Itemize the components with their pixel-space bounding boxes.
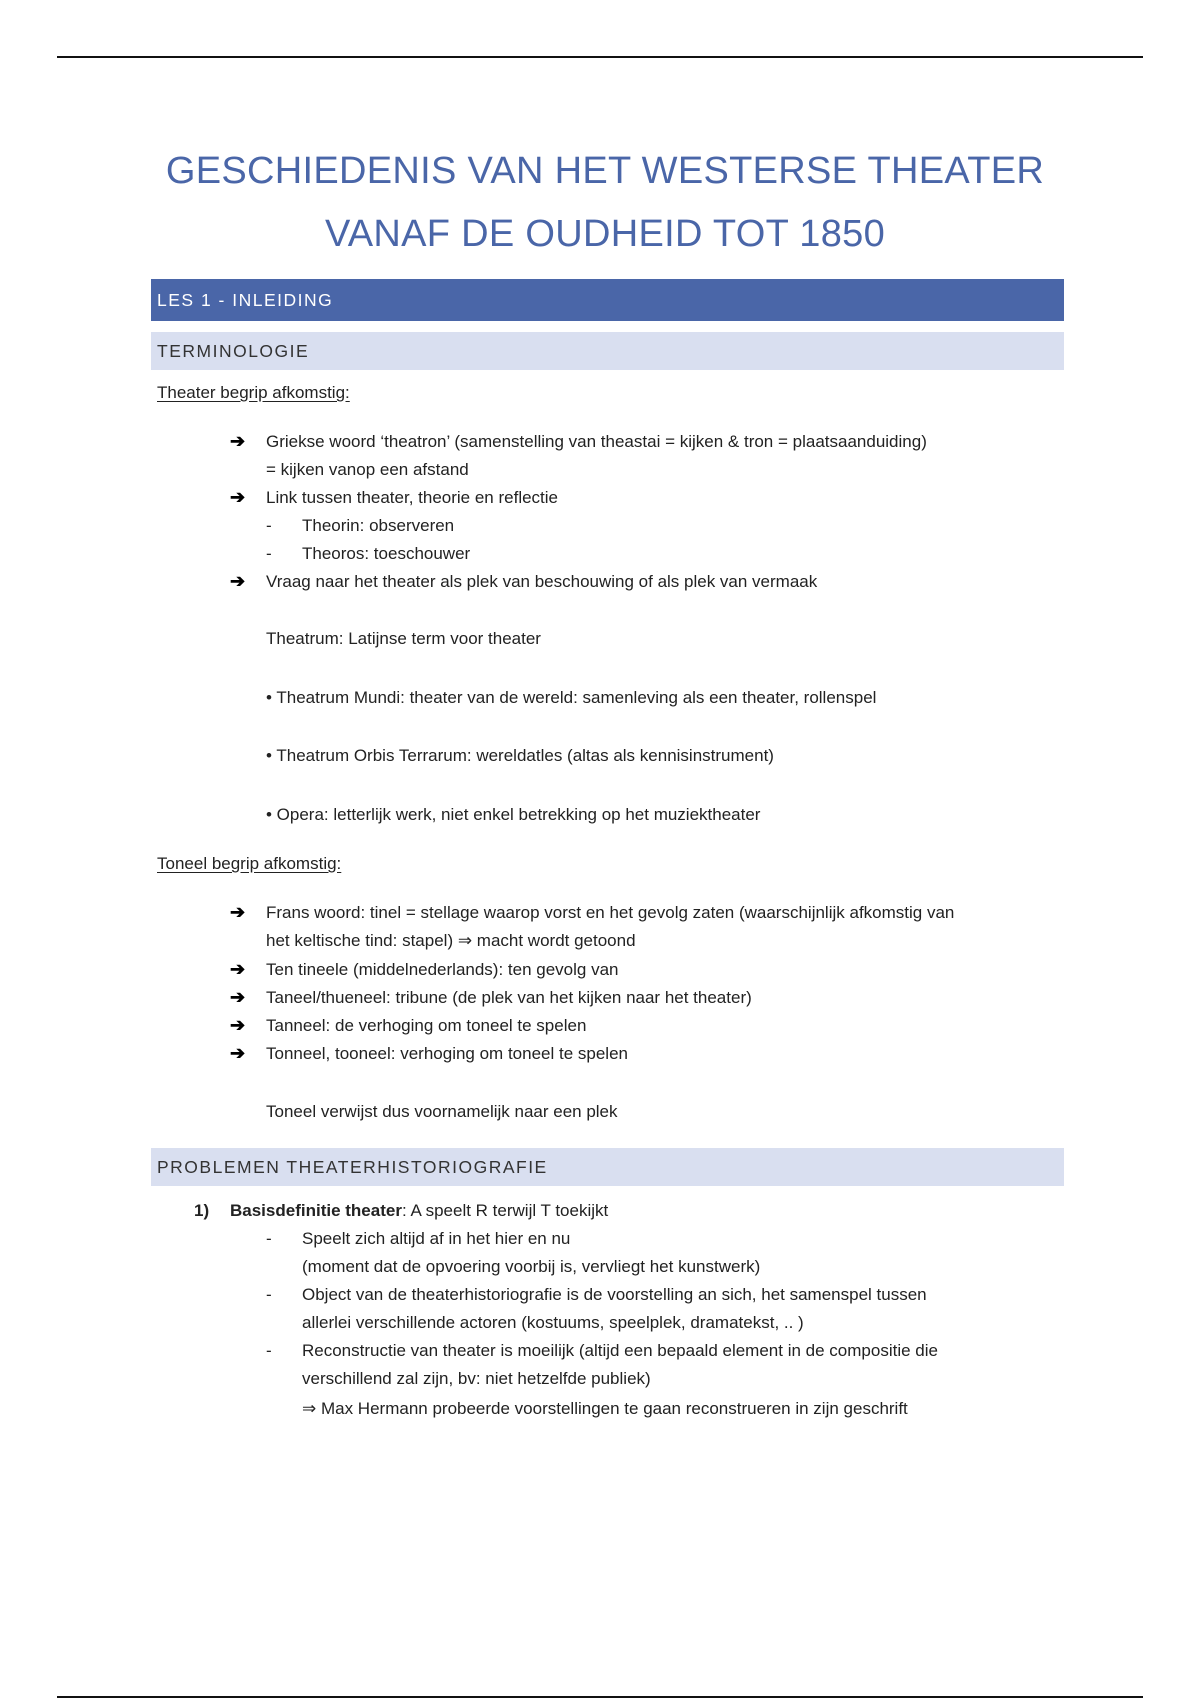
item-rest: : A speelt R terwijl T toekijkt — [401, 1201, 609, 1220]
text-line: Tanneel: de verhoging om toneel te spelen — [266, 1016, 587, 1035]
item-bold-term: Basisdefinitie theater — [230, 1201, 402, 1220]
text-line: Toneel verwijst dus voornamelijk naar een plek — [266, 1102, 618, 1121]
bullet-item: • Theatrum Orbis Terrarum: wereldatles (altas als kennisinstrument) — [266, 746, 774, 765]
text-line: Theorin: observeren — [302, 516, 455, 535]
text-line: Reconstructie van theater is moeilijk (altijd een bepaald element in de compositie die — [302, 1341, 938, 1360]
dash-marker: - — [266, 1341, 272, 1360]
toneel-subheading: Toneel begrip afkomstig: — [157, 854, 342, 873]
bullet-item: • Theatrum Mundi: theater van de wereld: samenleving als een theater, rollenspel — [266, 688, 877, 707]
text-line: Vraag naar het theater als plek van beschouwing of als plek van vermaak — [266, 572, 818, 591]
item-number: 1) — [194, 1201, 210, 1220]
arrow-icon: ➔ — [230, 487, 246, 507]
text-line: ⇒ Max Hermann probeerde voorstellingen te gaan reconstrueren in zijn geschrift — [302, 1399, 908, 1418]
text-line: Tonneel, tooneel: verhoging om toneel te spelen — [266, 1044, 628, 1063]
theater-subheading: Theater begrip afkomstig: — [157, 383, 350, 402]
arrow-icon: ➔ — [230, 987, 246, 1007]
text-line: Object van de theaterhistoriografie is de voorstelling an sich, het samenspel tussen — [302, 1285, 927, 1304]
arrow-icon: ➔ — [230, 959, 246, 979]
text-line: = kijken vanop een afstand — [266, 460, 469, 479]
dash-marker: - — [266, 1229, 272, 1248]
arrow-icon: ➔ — [230, 1015, 246, 1035]
text-line: Link tussen theater, theorie en reflectie — [266, 488, 559, 507]
bullet-item: • Opera: letterlijk werk, niet enkel betrekking op het muziektheater — [266, 805, 761, 824]
text-line: Theoros: toeschouwer — [302, 544, 471, 563]
text-line: Theatrum: Latijnse term voor theater — [266, 629, 541, 648]
arrow-icon: ➔ — [230, 571, 246, 591]
title-line-1: GESCHIEDENIS VAN HET WESTERSE THEATER — [165, 150, 1045, 192]
dash-marker: - — [266, 1285, 272, 1304]
section-heading-problemen: PROBLEMEN THEATERHISTORIOGRAFIE — [151, 1148, 1064, 1186]
text-line: verschillend zal zijn, bv: niet hetzelfde publiek) — [302, 1369, 651, 1388]
text-line: (moment dat de opvoering voorbij is, vervliegt het kunstwerk) — [302, 1257, 761, 1276]
title-line-2: VANAF DE OUDHEID TOT 1850 — [324, 213, 886, 255]
text-line: Frans woord: tinel = stellage waarop vorst en het gevolg zaten (waarschijnlijk afkomstig van — [266, 903, 955, 922]
top-rule — [57, 56, 1143, 58]
arrow-icon: ➔ — [230, 1043, 246, 1063]
section-heading-terminologie: TERMINOLOGIE — [151, 332, 1064, 370]
text-line: Griekse woord ‘theatron’ (samenstelling van theastai = kijken & tron = plaatsaanduiding) — [266, 432, 927, 451]
numbered-item — [230, 1201, 608, 1221]
text-line: allerlei verschillende actoren (kostuums, speelplek, dramatekst, .. ) — [302, 1313, 804, 1332]
arrow-icon: ➔ — [230, 902, 246, 922]
text-line: Taneel/thueneel: tribune (de plek van het kijken naar het theater) — [266, 988, 752, 1007]
text-line: Speelt zich altijd af in het hier en nu — [302, 1229, 571, 1248]
bottom-rule — [57, 1696, 1143, 1698]
dash-marker: - — [266, 516, 272, 535]
text-line: Ten tineele (middelnederlands): ten gevolg van — [266, 960, 619, 979]
dash-marker: - — [266, 544, 272, 563]
text-line: het keltische tind: stapel) ⇒ macht wordt getoond — [266, 931, 636, 950]
document-title — [150, 140, 1060, 266]
arrow-icon: ➔ — [230, 431, 246, 451]
lesson-bar: LES 1 - INLEIDING — [151, 279, 1064, 321]
